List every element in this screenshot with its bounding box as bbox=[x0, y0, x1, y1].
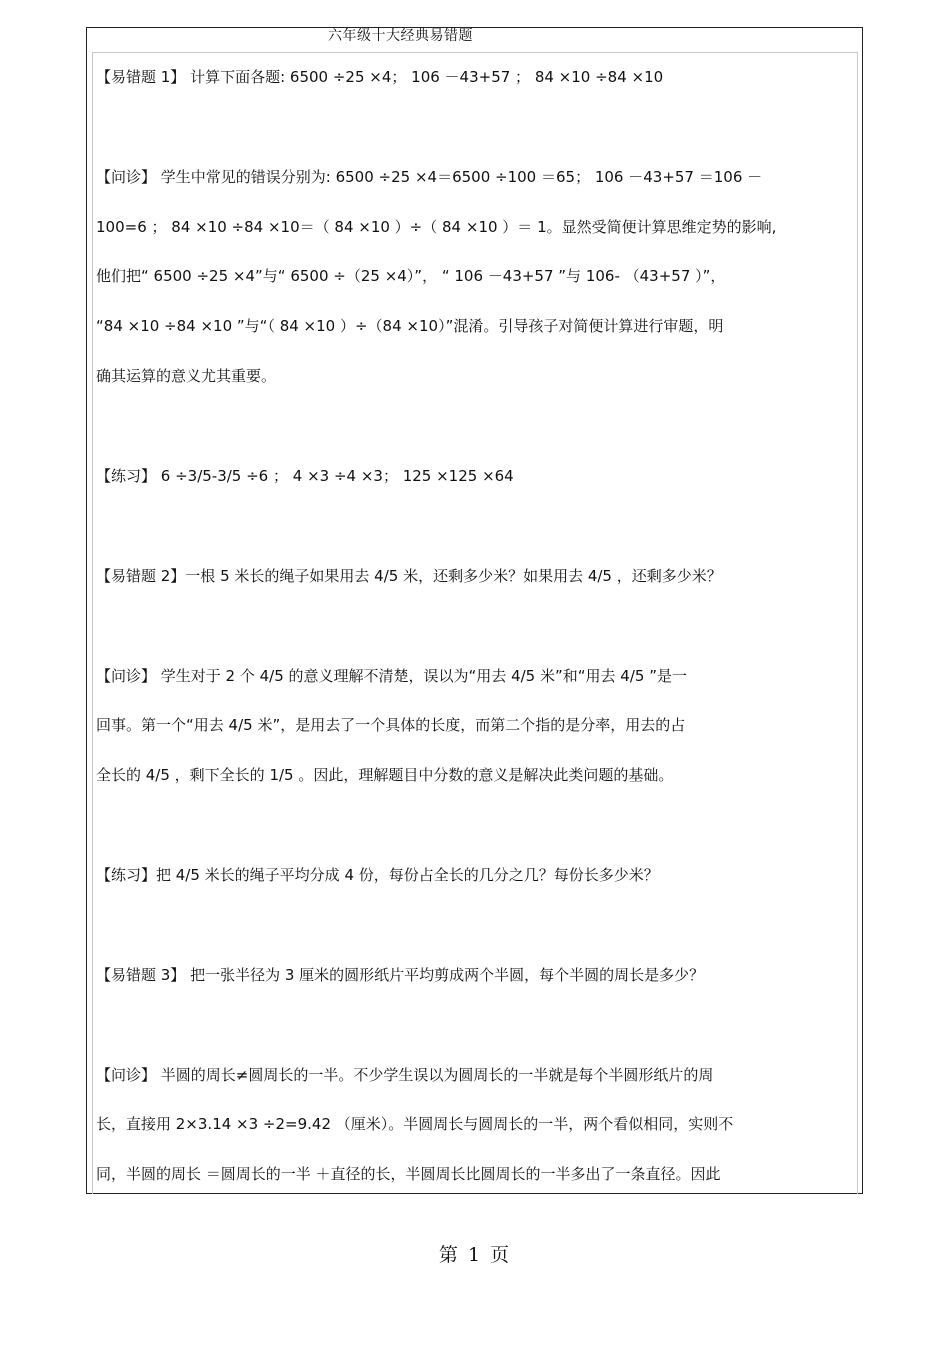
text-line: 【易错题 2】一根 5 米长的绳子如果用去 4/5 米，还剩多少米？如果用去 4/5 ，还剩多少米？ bbox=[96, 567, 722, 585]
text-line: 长，直接用 2×3.14 ×3 ÷2=9.42 （厘米）。半圆周长与圆周长的一半，两个看似相同，实则不 bbox=[96, 1115, 734, 1133]
text-line: 【问诊】 学生中常见的错误分别为: 6500 ÷25 ×4＝6500 ÷100 ＝65； 106 －43+57 ＝106 － bbox=[96, 168, 763, 186]
document-title: 六年级十大经典易错题 bbox=[328, 28, 473, 44]
text-line: 同，半圆的周长 ＝圆周长的一半 ＋直径的长，半圆周长比圆周长的一半多出了一条直径。因此 bbox=[96, 1165, 721, 1183]
text-line: 【易错题 1】 计算下面各题: 6500 ÷25 ×4； 106 －43+57 ； 84 ×10 ÷84 ×10 bbox=[96, 68, 664, 86]
text-line: 【练习】把 4/5 米长的绳子平均分成 4 份，每份占全长的几分之几？每份长多少米？ bbox=[96, 866, 659, 884]
text-line: 【练习】 6 ÷3/5-3/5 ÷6 ； 4 ×3 ÷4 ×3； 125 ×125 ×64 bbox=[96, 467, 514, 485]
text-line: 【问诊】 半圆的周长≠圆周长的一半。不少学生误以为圆周长的一半就是每个半圆形纸片的周 bbox=[96, 1066, 714, 1084]
text-line: “84 ×10 ÷84 ×10 ”与“（ 84 ×10 ）÷（84 ×10）”混淆。引导孩子对简便计算进行审题，明 bbox=[96, 317, 724, 335]
text-line: 100=6 ； 84 ×10 ÷84 ×10＝（ 84 ×10 ）÷（ 84 ×10 ）＝ 1。显然受简便计算思维定势的影响, bbox=[96, 218, 777, 236]
text-line: 【易错题 3】 把一张半径为 3 厘米的圆形纸片平均剪成两个半圆，每个半圆的周长是多少？ bbox=[96, 966, 705, 984]
text-line: 全长的 4/5 ，剩下全长的 1/5 。因此，理解题目中分数的意义是解决此类问题的基础。 bbox=[96, 766, 674, 784]
page-number: 第 1 页 bbox=[438, 1244, 512, 1266]
text-line: 【问诊】 学生对于 2 个 4/5 的意义理解不清楚，误以为“用去 4/5 米”和“用去 4/5 ”是一 bbox=[96, 667, 687, 685]
text-line: 确其运算的意义尤其重要。 bbox=[96, 367, 277, 385]
text-line: 回事。第一个“用去 4/5 米”，是用去了一个具体的长度，而第二个指的是分率，用去的占 bbox=[96, 716, 686, 734]
text-line: 他们把“ 6500 ÷25 ×4”与“ 6500 ÷（25 ×4）”， “ 106 －43+57 ”与 106- （43+57 ）”， bbox=[96, 267, 726, 285]
